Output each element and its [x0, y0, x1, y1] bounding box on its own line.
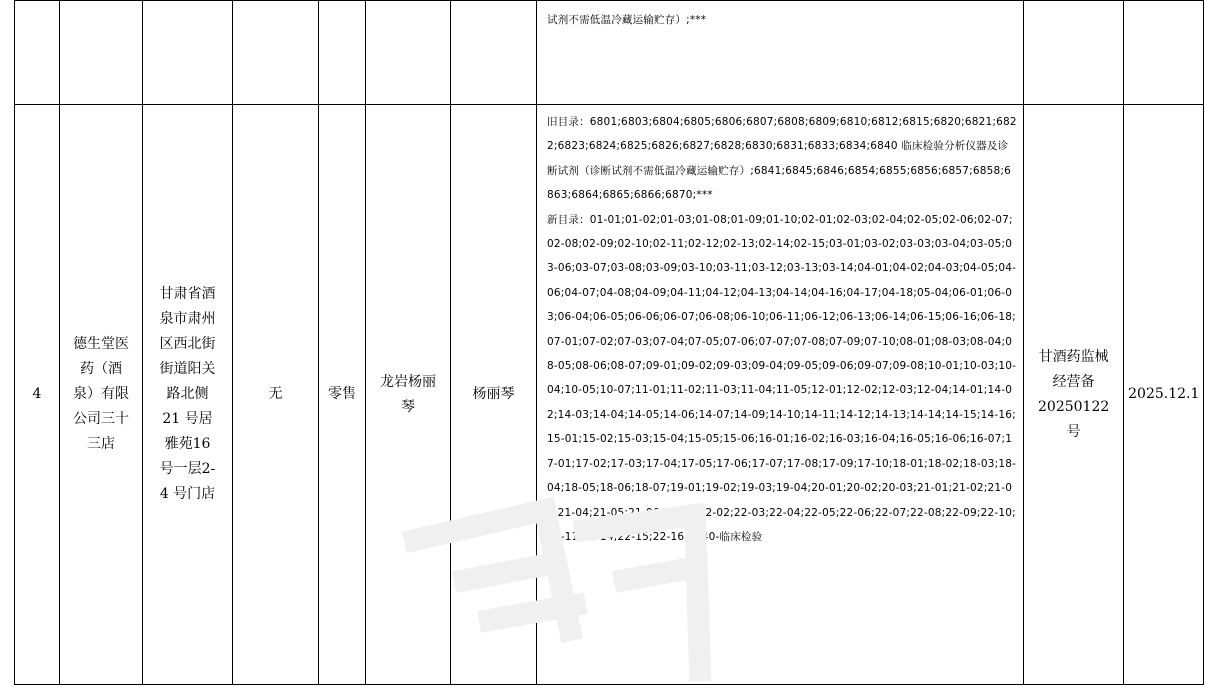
- scope-old-catalog: 旧目录：6801;6803;6804;6805;6806;6807;6808;6809;6810;6812;6815;6820;6821;6822;6823;6824;6825;6826;6827;6828;6830;6831;6833;6834;6840 临床检验分析仪器及诊断试剂（诊断试剂不需低温冷藏运输贮存）;6841;6845;6846;6854;6855;6856;6857;6858;6863;6864;6865;6866;6870;***: [547, 116, 1017, 202]
- cell-quality: [451, 1, 537, 105]
- table-row: [15, 105, 1204, 685]
- scope-new-catalog: 新目录：01-01;01-02;01-03;01-08;01-09;01-10;02-01;02-03;02-04;02-05;02-06;02-07;02-08;02-09;02-10;02-11;02-12;02-13;02-14;02-15;03-01;03-02;03-03;03-04;03-05;03-06;03-07;03-08;03-09;03-10;03-11;03-12;03-13;03-14;04-01;04-02;04-03;04-05;04-06;04-07;04-08;04-09;04-11;04-12;04-13;04-14;04-16;04-17;04-18;05-04;06-01;06-03;06-04;06-05;06-06;06-07;06-08;06-10;06-11;06-12;06-13;06-14;06-15;06-16;06-18;07-01;07-02;07-03;07-04;07-05;07-06;07-07;07-08;07-09;07-10;08-01;08-03;08-04;08-05;08-06;08-07;09-01;09-02;09-03;09-04;09-05;09-06;09-07;09-08;10-01;10-03;10-04;10-05;10-07;11-01;11-02;11-03;11-04;11-05;12-01;12-02;12-03;12-04;14-01;14-02;14-03;14-04;14-05;14-06;14-07;14-09;14-10;14-11;14-12;14-13;14-14;14-15;14-16;15-01;15-02;15-03;15-04;15-05;15-06;16-01;16-02;16-03;16-04;16-05;16-06;16-07;17-01;17-02;17-03;17-04;17-05;17-06;17-07;17-08;17-09;17-10;18-01;18-02;18-03;18-04;18-05;18-06;18-07;19-01;19-02;19-03;19-04;20-01;20-02;20-03;21-01;21-02;21-03;21-04;21-05;21-06;22-01;22-02;22-03;22-04;22-05;22-06;22-07;22-08;22-09;22-10;22-11;22-14;22-15;22-16;6840-临床检验: [547, 213, 1017, 543]
- cell-license: 甘酒药监械经营备20250122号: [1024, 105, 1124, 685]
- cell-scope: [537, 1, 1024, 105]
- cell-address: 甘肃省酒泉市肃州区西北街街道阳关路北侧 21 号居雅苑16 号一层2-4 号门店: [143, 105, 233, 685]
- cell-license: [1024, 1, 1124, 105]
- cell-col4: [233, 1, 319, 105]
- cell-col4: 无: [233, 105, 319, 685]
- cell-quality: 杨丽琴: [451, 105, 537, 685]
- table-row: [15, 1, 1204, 105]
- cell-people: [366, 1, 451, 105]
- cell-date: 2025.12.1: [1124, 105, 1204, 685]
- cell-mode: [319, 1, 366, 105]
- cell-company: 德生堂医药（酒泉）有限公司三十三店: [60, 105, 143, 685]
- cell-people: 龙岩杨丽琴: [366, 105, 451, 685]
- cell-address: [143, 1, 233, 105]
- cell-company: [60, 1, 143, 105]
- cell-scope: [537, 105, 1024, 685]
- cell-date: [1124, 1, 1204, 105]
- scope-paragraph: 试剂不需低温冷藏运输贮存）;***: [547, 14, 707, 26]
- record-table: [14, 0, 1204, 685]
- cell-no: [15, 1, 60, 105]
- cell-no: 4: [15, 105, 60, 685]
- cell-mode: 零售: [319, 105, 366, 685]
